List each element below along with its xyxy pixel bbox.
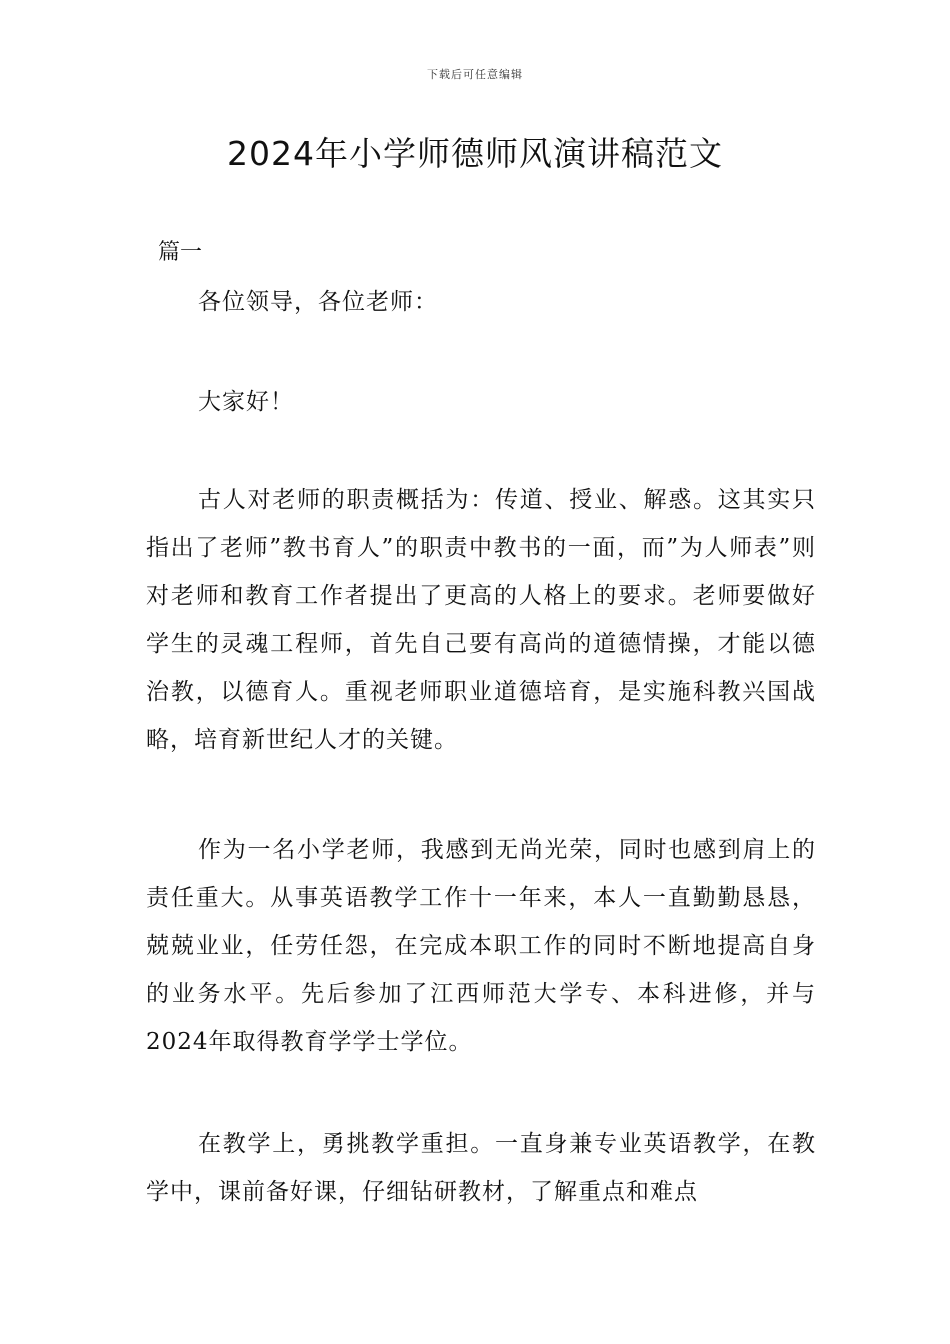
header-note: 下载后可任意编辑 — [427, 68, 523, 81]
hello-line: 大家好！ — [198, 389, 294, 415]
section-label: 篇一 — [158, 240, 203, 265]
body-paragraph: 在教学上，勇挑教学重担。一直身兼专业英语教学，在教学中，课前备好课，仔细钻研教材，了解重点和难点 — [146, 1131, 816, 1205]
greeting-line: 各位领导，各位老师： — [198, 289, 438, 315]
document-title: 2024年小学师德师风演讲稿范文 — [227, 134, 723, 173]
body-paragraph: 作为一名小学老师，我感到无尚光荣，同时也感到肩上的责任重大。从事英语教学工作十一年来，本人一直勤勤恳恳，兢兢业业，任劳任怨，在完成本职工作的同时不断地提高自身的业务水平。先后参加了江西师范大学专、本科进修，并与2024年取得教育学学士学位。 — [146, 837, 816, 1055]
body-paragraph: 古人对老师的职责概括为：传道、授业、解惑。这其实只指出了老师”教书育人”的职责中教书的一面，而”为人师表”则对老师和教育工作者提出了更高的人格上的要求。老师要做好学生的灵魂工程师，首先自己要有高尚的道德情操，才能以德治教，以德育人。重视老师职业道德培育，是实施科教兴国战略，培育新世纪人才的关键。 — [146, 487, 816, 753]
